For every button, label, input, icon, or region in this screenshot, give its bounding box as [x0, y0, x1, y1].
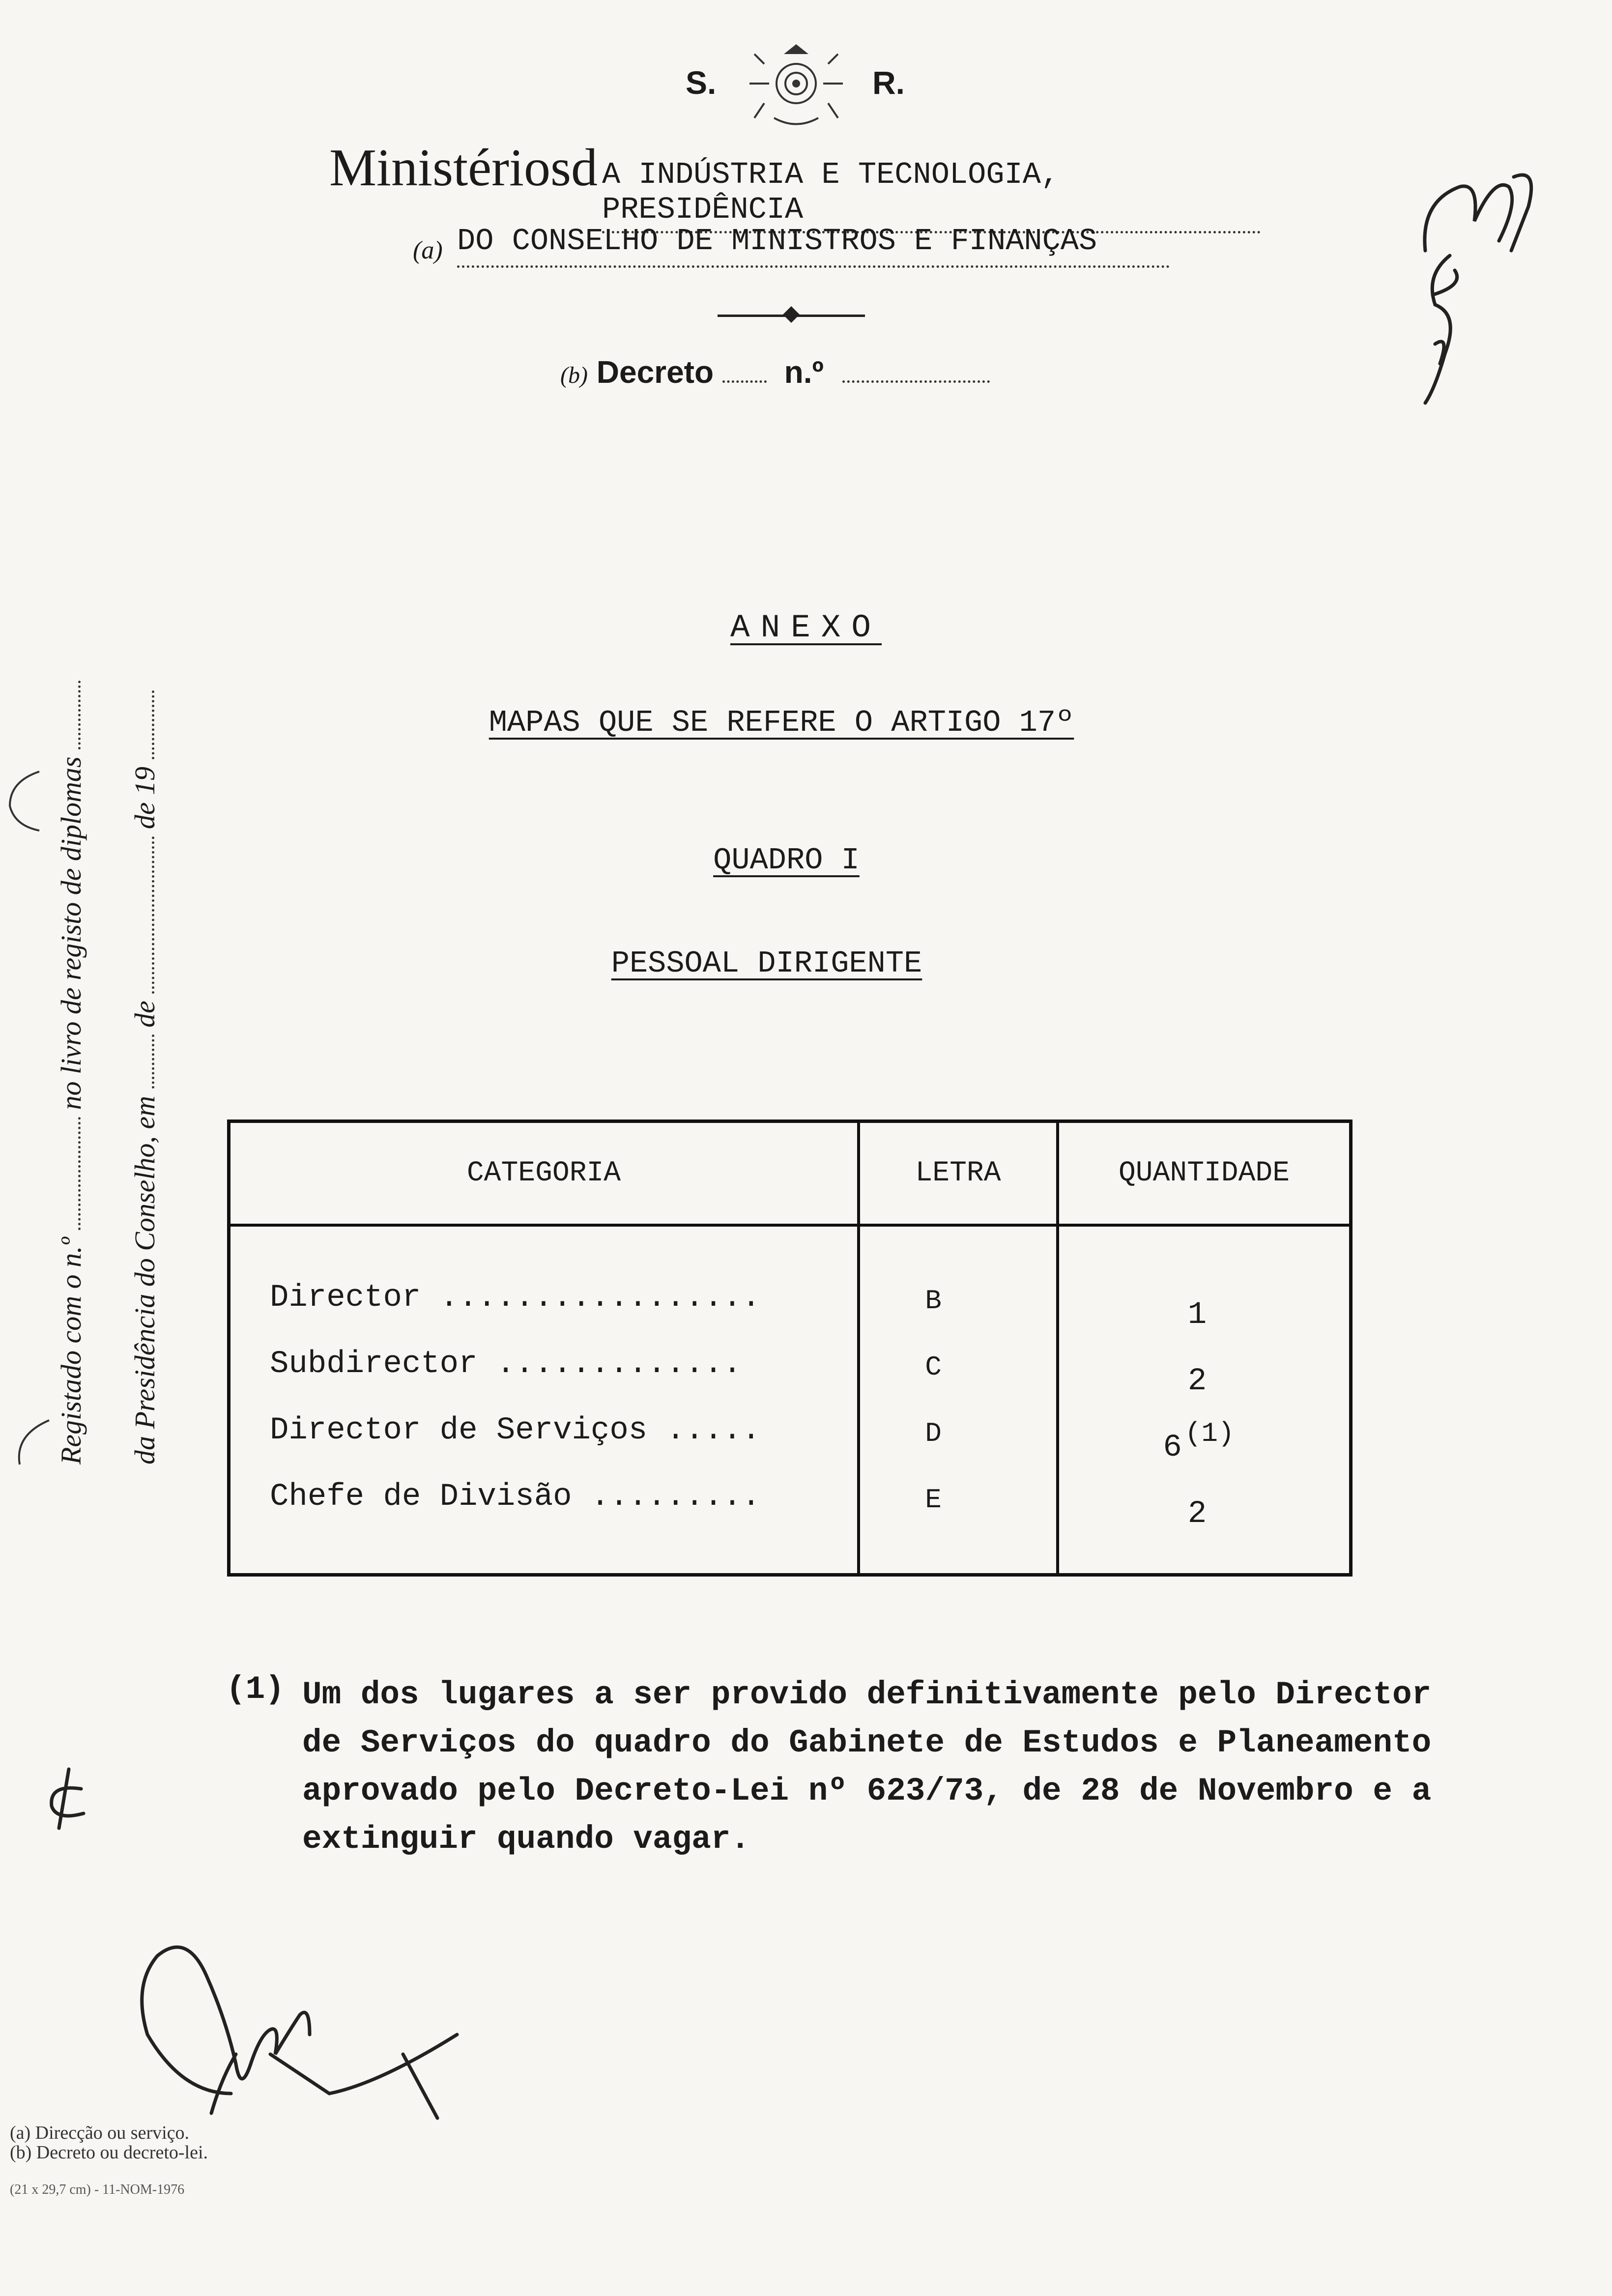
table-row	[230, 1413, 1349, 1479]
ministerios-prefix: Ministérios	[329, 139, 572, 197]
row-letra: D	[925, 1418, 942, 1449]
row-quantidade	[1088, 1418, 1309, 1465]
numero-blank	[842, 380, 990, 383]
table-row	[230, 1280, 1349, 1347]
row-categoria: Director .................	[270, 1280, 761, 1316]
margin-de: de	[129, 1001, 161, 1028]
handwritten-mark-left	[39, 1764, 93, 1833]
margin-blank-5	[152, 690, 154, 759]
table-row	[230, 1347, 1349, 1413]
ministry-line-2: DO CONSELHO DE MINISTROS E FINANÇAS	[457, 224, 1170, 268]
maps-subtitle: MAPAS QUE SE REFERE O ARTIGO 17º	[489, 705, 1074, 740]
handwritten-signature-bottom-left	[123, 1907, 467, 2143]
table-header-quantidade: QUANTIDADE	[1118, 1157, 1290, 1189]
pessoal-heading: PESSOAL DIRIGENTE	[611, 946, 922, 981]
row-quantidade-value: 1	[1187, 1297, 1207, 1333]
row-quantidade	[1088, 1351, 1309, 1399]
margin-blank-4	[152, 836, 154, 994]
mark-a: (a)	[413, 236, 443, 264]
separator-diamond	[783, 306, 800, 323]
row-categoria: Chefe de Divisão .........	[270, 1479, 761, 1515]
decreto-label: Decreto	[596, 354, 714, 390]
row-quantidade-value: 2	[1187, 1364, 1207, 1399]
table-header-categoria: CATEGORIA	[466, 1157, 621, 1189]
coat-of-arms-emblem	[745, 44, 848, 128]
margin-blank-1	[78, 1117, 81, 1230]
header-r-letter: R.	[872, 64, 905, 101]
row-quantidade-value: 6	[1163, 1430, 1182, 1465]
row-categoria: Director de Serviços .....	[270, 1413, 761, 1448]
row-letra: B	[925, 1285, 942, 1317]
margin-livro: no livro de registo de diplomas	[55, 756, 87, 1110]
footnote-text: Um dos lugares a ser provido definitivamente pelo Director de Serviços do quadro do Gabinete de Estudos e Planeamento aprovado pelo Decreto-Lei nº 623/73, de 28 de Novembro e a extinguir quando vagar.	[302, 1676, 1432, 1858]
print-code: (21 x 29,7 cm) - 11-NOM-1976	[10, 2182, 185, 2197]
row-letra: C	[925, 1351, 942, 1383]
row-categoria: Subdirector .............	[270, 1347, 742, 1382]
footnote-mark: (1)	[226, 1671, 285, 1708]
margin-blank-2	[78, 681, 81, 749]
margin-line-2	[108, 521, 182, 1464]
ministerios-heading	[329, 138, 598, 199]
decreto-blank	[722, 380, 767, 383]
row-quantidade-value: 2	[1187, 1496, 1207, 1532]
header-s-letter: S.	[686, 64, 717, 101]
table-header-rule	[230, 1224, 1349, 1227]
numero-label: n.º	[784, 354, 824, 390]
note-a: (a) Direcção ou serviço.	[10, 2123, 190, 2143]
table-header-letra: LETRA	[915, 1157, 1001, 1189]
table-row	[230, 1479, 1349, 1546]
margin-de-19: de 19	[129, 766, 161, 830]
row-quantidade	[1088, 1484, 1309, 1532]
row-quantidade	[1088, 1285, 1309, 1333]
handwritten-signature-top-right	[1406, 157, 1553, 413]
row-letra: E	[925, 1484, 942, 1516]
decreto-row	[560, 354, 990, 390]
annex-title: ANEXO	[730, 609, 882, 646]
print-notes	[10, 2123, 208, 2162]
quadro-heading: QUADRO I	[713, 843, 860, 878]
mark-b: (b)	[560, 362, 588, 388]
margin-blank-3	[152, 1034, 154, 1089]
margin-registado: Registado com o n.º	[55, 1237, 87, 1464]
note-b: (b) Decreto ou decreto-lei.	[10, 2142, 208, 2163]
margin-presidencia: da Presidência do Conselho, em	[129, 1095, 161, 1464]
row-note: (1)	[1184, 1418, 1235, 1449]
ministry-line-1: A INDÚSTRIA E TECNOLOGIA, PRESIDÊNCIA	[602, 157, 1261, 233]
staff-table	[227, 1119, 1353, 1577]
stamp-arcs-left	[0, 762, 59, 1469]
ministerios-d: d	[571, 139, 598, 197]
